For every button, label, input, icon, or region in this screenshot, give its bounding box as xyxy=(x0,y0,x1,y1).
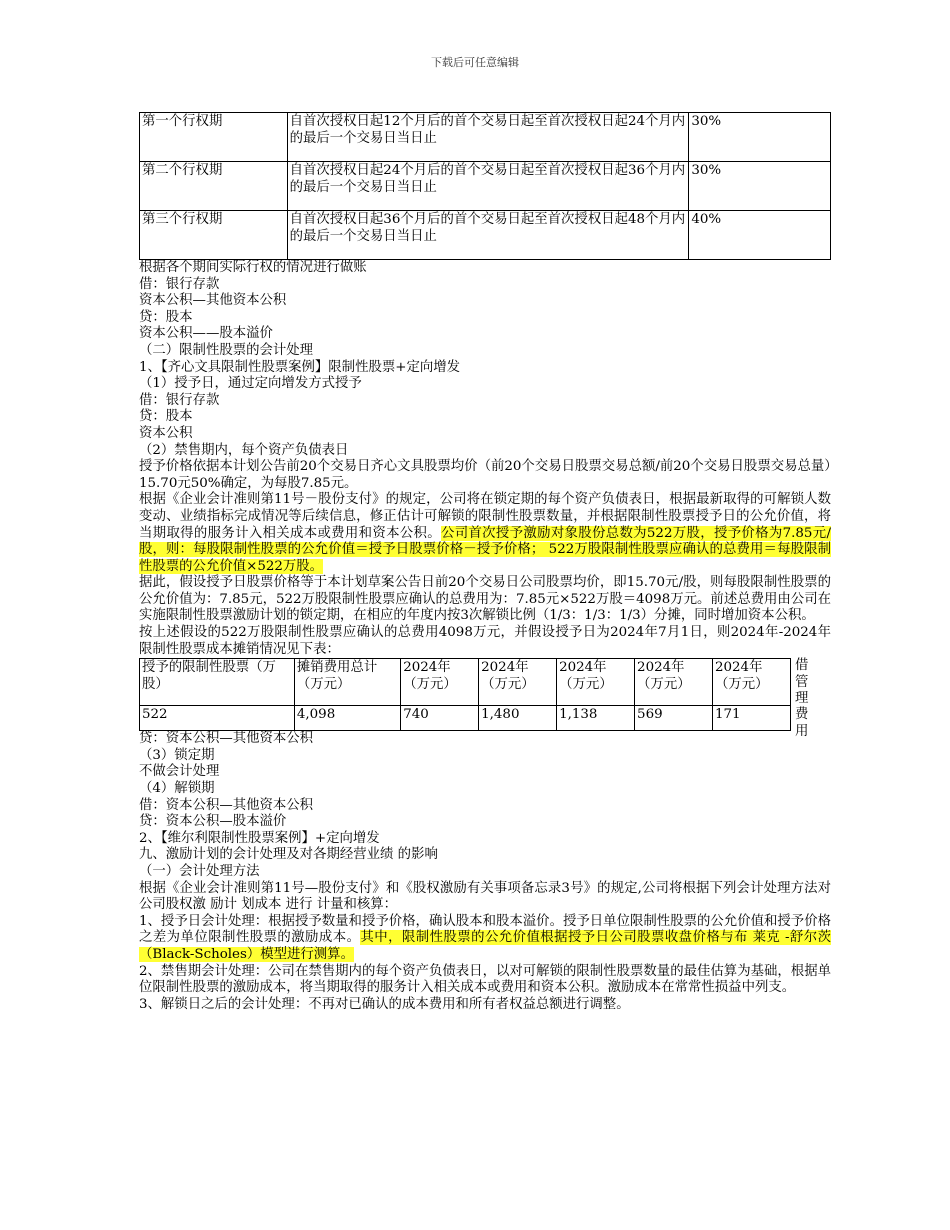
table-cell: 4,098 xyxy=(294,706,400,731)
table-cell: 第三个行权期 xyxy=(140,211,288,260)
text-line: 借：银行存款 xyxy=(139,392,220,408)
table-cell: 740 xyxy=(401,706,479,731)
table-header-row xyxy=(140,659,791,706)
table-cell: 1,138 xyxy=(557,706,635,731)
text-line: （1）授予日，通过定向增发方式授予 xyxy=(139,376,362,392)
paragraph-text: 根据《企业会计准则第11号－股份支付》的规定，公司将在锁定期的每个资产负债表日，根据最新取得的可解锁人数变动、业绩指标完成情况等后续信息，修正估计可解锁的限制性股票数量，并根据限制性股票授予日的公允价值，将当期取得的服务计入相关成本或费用和资本公积。 xyxy=(139,492,831,541)
table-cell: 1,480 xyxy=(479,706,557,731)
table-cell: 自首次授权日起12个月后的首个交易日起至首次授权日起24个月内的最后一个交易日当日止 xyxy=(287,113,689,162)
table-cell: 569 xyxy=(635,706,713,731)
table-row xyxy=(140,211,831,260)
paragraph xyxy=(139,492,831,575)
table-cell: 自首次授权日起24个月后的首个交易日起至首次授权日起36个月内的最后一个交易日当日止 xyxy=(287,162,689,211)
text-line: 贷：资本公积—其他资本公积 xyxy=(139,731,314,747)
paragraph: 按上述假设的522万股限制性股票应确认的总费用4098万元，并假设授予日为2024年7月1日，则2024年-2024年限制性股票成本摊销情况见下表： xyxy=(139,625,831,657)
table-header-cell: 授予的限制性股票（万股） xyxy=(140,659,295,706)
text-line: 不做会计处理 xyxy=(139,764,220,780)
table-cell: 第二个行权期 xyxy=(140,162,288,211)
table-header-cell: 2024年（万元） xyxy=(713,659,791,706)
text-line: 借：资本公积—其他资本公积 xyxy=(139,797,314,813)
table-header-cell: 2024年（万元） xyxy=(635,659,713,706)
paragraph: 3、解锁日之后的会计处理：不再对已确认的成本费用和所有者权益总额进行调整。 xyxy=(139,996,630,1012)
text-line: 资本公积 xyxy=(139,425,193,441)
vesting-period-table xyxy=(139,112,831,260)
case-heading: 1、【齐心文具限制性股票案例】限制性股票+定向增发 xyxy=(139,359,461,375)
table-cell: 40% xyxy=(689,211,831,260)
highlighted-text: 公司首次授予激励对象股份总数为522万股，授予价格为7.85元/股，则：每股限制性股票的公允价值＝授予日股票价格－授予价格； 522万股限制性股票应确认的总费用＝每股限制性股票的公允价值×522万股。 xyxy=(139,525,832,574)
table-row xyxy=(140,706,791,731)
text-line: 贷：资本公积—股本溢价 xyxy=(139,814,287,830)
text-line: 根据各个期间实际行权的情况进行做账 xyxy=(139,260,367,275)
paragraph: 根据《企业会计准则第11号—股份支付》和《股权激励有关事项备忘录3号》的规定,公司将根据下列会计处理方法对公司股权激 励计 划成本 进行 计量和核算： xyxy=(139,880,831,913)
paragraph xyxy=(139,914,831,964)
section-heading: （二）限制性股票的会计处理 xyxy=(139,342,314,358)
text-line: 资本公积—其他资本公积 xyxy=(139,293,287,309)
text-line: 贷：股本 xyxy=(139,409,193,425)
page-header: 下载后可任意编辑 xyxy=(431,56,519,69)
table-cell: 30% xyxy=(689,113,831,162)
table-row xyxy=(140,113,831,162)
table-header-cell: 2024年（万元） xyxy=(401,659,479,706)
paragraph: 2、禁售期会计处理：公司在禁售期内的每个资产负债表日，以对可解锁的限制性股票数量的最佳估算为基础，根据单位限制性股票的激励成本，将当期取得的服务计入相关成本或费用和资本公积。激励成本在常常性损益中列支。 xyxy=(139,963,831,996)
table-cell: 30% xyxy=(689,162,831,211)
paragraph: 授予价格依据本计划公告前20个交易日齐心文具股票均价（前20个交易日股票交易总额/前20个交易日股票交易总量）15.70元50%确定，为每股7.85元。 xyxy=(139,459,831,491)
table-header-cell: 2024年（万元） xyxy=(479,659,557,706)
table-row xyxy=(140,162,831,211)
table-side-note: 借管理费用 xyxy=(795,658,809,739)
paragraph-text: 1、授予日会计处理：根据授予数量和授予价格，确认股本和股本溢价。授予日单位限制性股票的公允价值和授予价格之差为单位限制性股票的激励成本。 xyxy=(139,913,831,946)
section-heading: 九、激励计划的会计处理及对各期经营业绩 的影响 xyxy=(139,847,438,863)
section-heading: （一）会计处理方法 xyxy=(139,864,260,879)
table-cell: 522 xyxy=(140,706,295,731)
table-cell: 自首次授权日起36个月后的首个交易日起至首次授权日起48个月内的最后一个交易日当日止 xyxy=(287,211,689,260)
document-body xyxy=(139,112,831,1013)
highlighted-text: 其中，限制性股票的公允价值根据授予日公司股票收盘价格与布 莱克 -舒尔茨（Black-Scholes）模型进行测算。 xyxy=(139,930,831,962)
text-line: 贷：股本 xyxy=(139,309,193,325)
table-header-cell: 2024年（万元） xyxy=(557,659,635,706)
table-cell: 第一个行权期 xyxy=(140,113,288,162)
text-line: 资本公积——股本溢价 xyxy=(139,326,273,342)
case-heading: 2、【维尔利限制性股票案例】+定向增发 xyxy=(139,830,380,846)
table-header-cell: 摊销费用总计（万元） xyxy=(294,659,400,706)
text-line: （2）禁售期内，每个资产负债表日 xyxy=(139,442,349,458)
text-line: （4）解锁期 xyxy=(139,781,215,797)
cost-amortization-table xyxy=(139,658,791,731)
text-line: 借：银行存款 xyxy=(139,276,220,292)
paragraph: 据此，假设授予日股票价格等于本计划草案公告日前20个交易日公司股票均价，即15.70元/股，则每股限制性股票的公允价值为：7.85元，522万股限制性股票应确认的总费用为：7.85元×522万股＝4098万元。前述总费用由公司在实施限制性股票激励计划的锁定期，在相应的年度内按3次解锁比例（1/3：1/3：1/3）分摊，同时增加资本公积。 xyxy=(139,575,831,624)
table-cell: 171 xyxy=(713,706,791,731)
text-line: （3）锁定期 xyxy=(139,747,215,763)
